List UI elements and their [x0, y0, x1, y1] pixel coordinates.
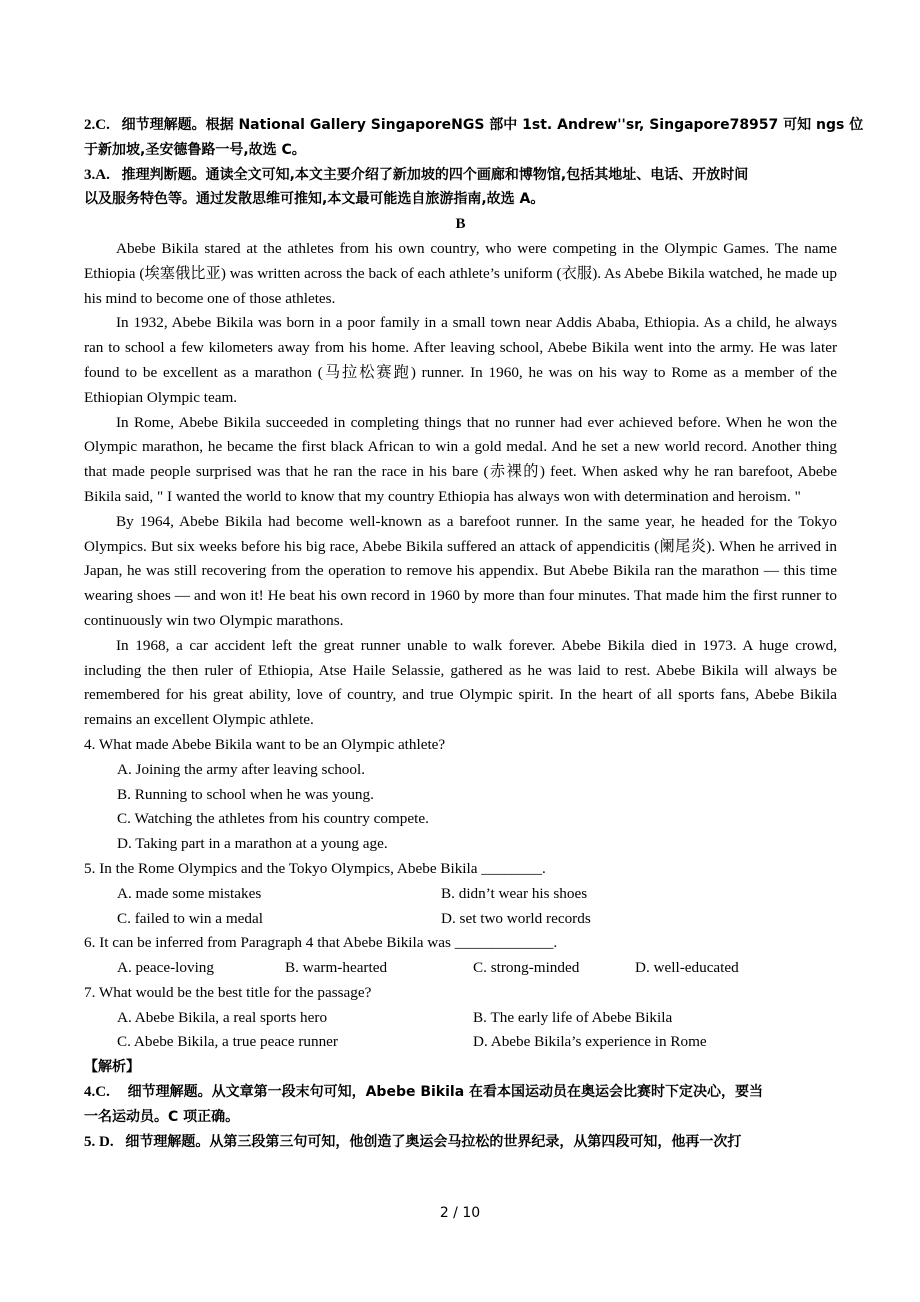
question-4-option-d: D. Taking part in a marathon at a young age.	[117, 835, 388, 853]
question-7-option-a: A. Abebe Bikila, a real sports hero	[117, 1008, 328, 1026]
question-6-stem: 6. It can be inferred from Paragraph 4 that Abebe Bikila was _____________.	[84, 934, 558, 952]
explanation-2-cont: 于新加坡,圣安德鲁路一号,故选 C。	[84, 141, 306, 158]
explanation-tag: 3.A.	[84, 166, 110, 183]
explanation-text: 细节理解题。根据 National Gallery SingaporeNGS 部中 1st. Andrew''sr, Singapore78957 可知 ngs 位	[121, 117, 864, 133]
question-5-option-a: A. made some mistakes	[117, 884, 262, 902]
analysis-4	[84, 1080, 837, 1105]
question-7-option-c: C. Abebe Bikila, a true peace runner	[117, 1033, 338, 1051]
question-5-stem: 5. In the Rome Olympics and the Tokyo Olympics, Abebe Bikila ________.	[84, 859, 546, 877]
explanation-3	[84, 163, 837, 188]
passage-paragraph-2: In 1932, Abebe Bikila was born in a poor family in a small town near Addis Ababa, Ethiopia. As a child, he always ran to school a few kilometers away from his home. After leaving school, Abebe Bikila went into the army. He was later found to be excellent as a marathon (马拉松赛跑) runner. In 1960, he was on his way to Rome as a member of the Ethiopian Olympic team.	[84, 314, 837, 406]
question-5-options-row-1	[84, 882, 837, 907]
question-4-option-b: B. Running to school when he was young.	[117, 785, 374, 803]
explanation-2	[84, 113, 864, 138]
section-title: B	[455, 216, 466, 233]
question-5-option-b: B. didn’t wear his shoes	[441, 884, 588, 902]
explanation-text: 推理判断题。通读全文可知,本文主要介绍了新加坡的四个画廊和博物馆,包括其地址、电话、开放时间	[121, 166, 749, 183]
question-7-options-row-1	[84, 1006, 837, 1031]
question-6-option-c: C. strong-minded	[473, 959, 580, 977]
analysis-text: 细节理解题。从第三段第三句可知，他创造了奥运会马拉松的世界纪录，从第四段可知，他再一次打	[125, 1133, 742, 1150]
question-5-option-c: C. failed to win a medal	[117, 909, 263, 927]
passage-paragraph-4: By 1964, Abebe Bikila had become well-known as a barefoot runner. In the same year, he headed for the Tokyo Olympics. But six weeks before his big race, Abebe Bikila suffered an attack of appendicitis (阑尾炎). When he arrived in Japan, he was still recovering from the operation to remove his appendix. But Abebe Bikila ran the marathon — this time wearing shoes — and won it! He beat his own record in 1960 by more than four minutes. That made him the first runner to continuously win two Olympic marathons.	[84, 512, 837, 629]
question-7-stem: 7. What would be the best title for the passage?	[84, 983, 372, 1001]
explanation-tag: 2.C.	[84, 117, 110, 133]
question-6-option-a: A. peace-loving	[117, 959, 214, 977]
question-4-stem: 4. What made Abebe Bikila want to be an Olympic athlete?	[84, 735, 446, 753]
question-6-options-row	[84, 956, 837, 981]
question-6-option-b: B. warm-hearted	[285, 959, 388, 977]
analysis-text: 细节理解题。从文章第一段末句可知，Abebe Bikila 在看本国运动员在奥运会比赛时下定决心，要当	[127, 1084, 764, 1101]
analysis-heading: 【解析】	[84, 1059, 140, 1076]
page-indicator: 2 / 10	[439, 1205, 481, 1221]
analysis-4-cont: 一名运动员。C 项正确。	[84, 1108, 240, 1125]
question-5-option-d: D. set two world records	[441, 909, 591, 927]
question-4-option-a: A. Joining the army after leaving school.	[117, 760, 365, 778]
question-7-option-d: D. Abebe Bikila’s experience in Rome	[473, 1033, 707, 1051]
analysis-tag: 5. D.	[84, 1133, 114, 1150]
explanation-3-cont: 以及服务特色等。通过发散思维可推知,本文最可能选自旅游指南,故选 A。	[84, 191, 545, 208]
passage-paragraph-1: Abebe Bikila stared at the athletes from his own country, who were competing in the Olympic Games. The name Ethiopia (埃塞俄比亚) was written across the back of each athlete’s uniform (衣服). As Abebe Bikila watched, he made up his mind to become one of those athletes.	[84, 239, 837, 307]
question-7-option-b: B. The early life of Abebe Bikila	[473, 1008, 673, 1026]
question-5-options-row-2	[84, 907, 837, 932]
analysis-5	[84, 1130, 837, 1155]
question-6-option-d: D. well-educated	[635, 959, 739, 977]
question-4-option-c: C. Watching the athletes from his country compete.	[117, 810, 429, 828]
question-7-options-row-2	[84, 1030, 837, 1055]
passage-paragraph-3: In Rome, Abebe Bikila succeeded in completing things that no runner had ever achieved before. When he won the Olympic marathon, he became the first black African to win a gold medal. And he set a new world record. Another thing that made people surprised was that he ran the race in his bare (赤裸的) feet. When asked why he ran barefoot, Abebe Bikila said, " I wanted the world to know that my country Ethiopia has always won with determination and heroism. "	[84, 413, 837, 505]
passage-paragraph-5: In 1968, a car accident left the great runner unable to walk forever. Abebe Bikila died in 1973. A huge crowd, including the then ruler of Ethiopia, Atse Haile Selassie, gathered as he was laid to rest. Abebe Bikila will always be remembered for his great ability, love of country, and true Olympic spirit. In the heart of all sports fans, Abebe Bikila remains an excellent Olympic athlete.	[84, 636, 837, 729]
document-page	[84, 113, 864, 1154]
analysis-tag: 4.C.	[84, 1084, 110, 1101]
